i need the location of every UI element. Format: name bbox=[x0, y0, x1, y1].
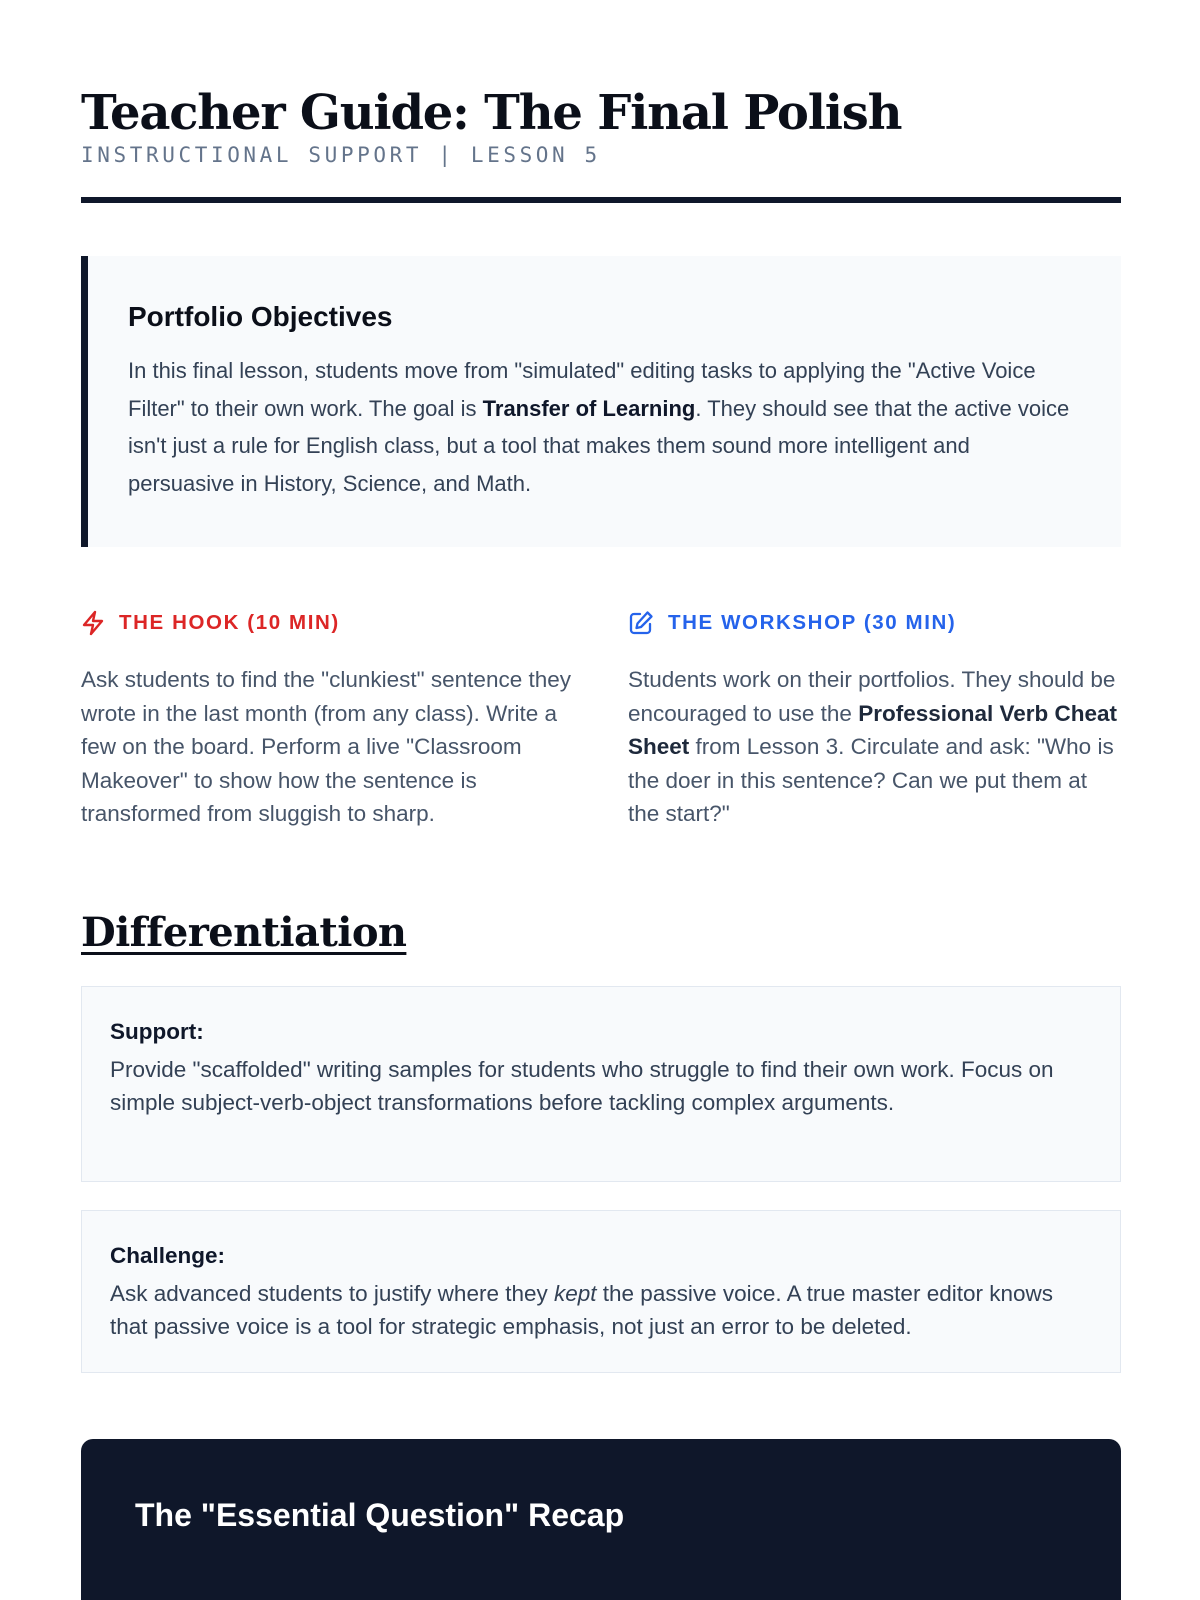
differentiation-section bbox=[81, 831, 1121, 1373]
essential-question-recap-panel bbox=[81, 1439, 1121, 1600]
challenge-label: Challenge: bbox=[110, 1242, 226, 1268]
page-title: Teacher Guide: The Final Polish bbox=[81, 85, 902, 141]
hook-heading: THE HOOK (10 MIN) bbox=[119, 611, 340, 634]
workshop-heading: THE WORKSHOP (30 MIN) bbox=[668, 611, 957, 634]
challenge-text-emphasis: kept bbox=[554, 1280, 597, 1306]
portfolio-objectives-panel bbox=[81, 256, 1121, 547]
hook-column bbox=[81, 608, 574, 831]
teacher-guide-page bbox=[81, 0, 1121, 1600]
workshop-text-emphasis: Professional Verb Cheat Sheet bbox=[628, 700, 1118, 759]
lightning-bolt-icon bbox=[81, 610, 105, 636]
objectives-text-end: . They should see that the active voice isn't just a rule for English class, but a tool that makes them sound more intelligent and persuasive in History, Science, and Math. bbox=[128, 395, 1070, 496]
hook-heading-row bbox=[81, 608, 574, 638]
workshop-heading-row bbox=[628, 608, 1121, 638]
workshop-column bbox=[628, 608, 1121, 831]
objectives-text-start: In this final lesson, students move from "simulated" editing tasks to applying the "Active Voice Filter" to their own work. The goal is bbox=[128, 358, 1036, 421]
challenge-card bbox=[81, 1210, 1121, 1373]
challenge-text-end: the passive voice. A true master editor knows that passive voice is a tool for strategic emphasis, not just an error to be deleted. bbox=[110, 1280, 1054, 1339]
edit-pencil-icon bbox=[628, 610, 654, 636]
lesson-phases bbox=[81, 608, 1121, 831]
support-label: Support: bbox=[110, 1018, 204, 1044]
objectives-heading: Portfolio Objectives bbox=[128, 301, 393, 332]
objectives-text bbox=[128, 352, 1079, 502]
page-subtitle: INSTRUCTIONAL SUPPORT | LESSON 5 bbox=[81, 143, 601, 167]
page-header bbox=[81, 0, 1121, 203]
header-divider bbox=[81, 197, 1121, 203]
recap-heading: The "Essential Question" Recap bbox=[135, 1496, 625, 1533]
support-card bbox=[81, 986, 1121, 1182]
challenge-text-start: Ask advanced students to justify where they bbox=[110, 1280, 554, 1306]
challenge-text bbox=[110, 1277, 1092, 1344]
support-text: Provide "scaffolded" writing samples for students who struggle to find their own work. Focus on simple subject-verb-object transformations before tackling complex arguments. bbox=[110, 1056, 1054, 1115]
objectives-text-emphasis: Transfer of Learning bbox=[482, 395, 696, 421]
hook-text: Ask students to find the "clunkiest" sentence they wrote in the last month (from any class). Write a few on the board. Perform a live "Classroom Makeover" to show how the sentence is transformed from sluggish to sharp. bbox=[81, 667, 572, 826]
differentiation-title: Differentiation bbox=[81, 908, 407, 956]
workshop-text-end: from Lesson 3. Circulate and ask: "Who is the doer in this sentence? Can we put them at the start?" bbox=[628, 734, 1114, 826]
workshop-text bbox=[628, 663, 1121, 831]
workshop-text-start: Students work on their portfolios. They should be encouraged to use the bbox=[628, 667, 1116, 726]
